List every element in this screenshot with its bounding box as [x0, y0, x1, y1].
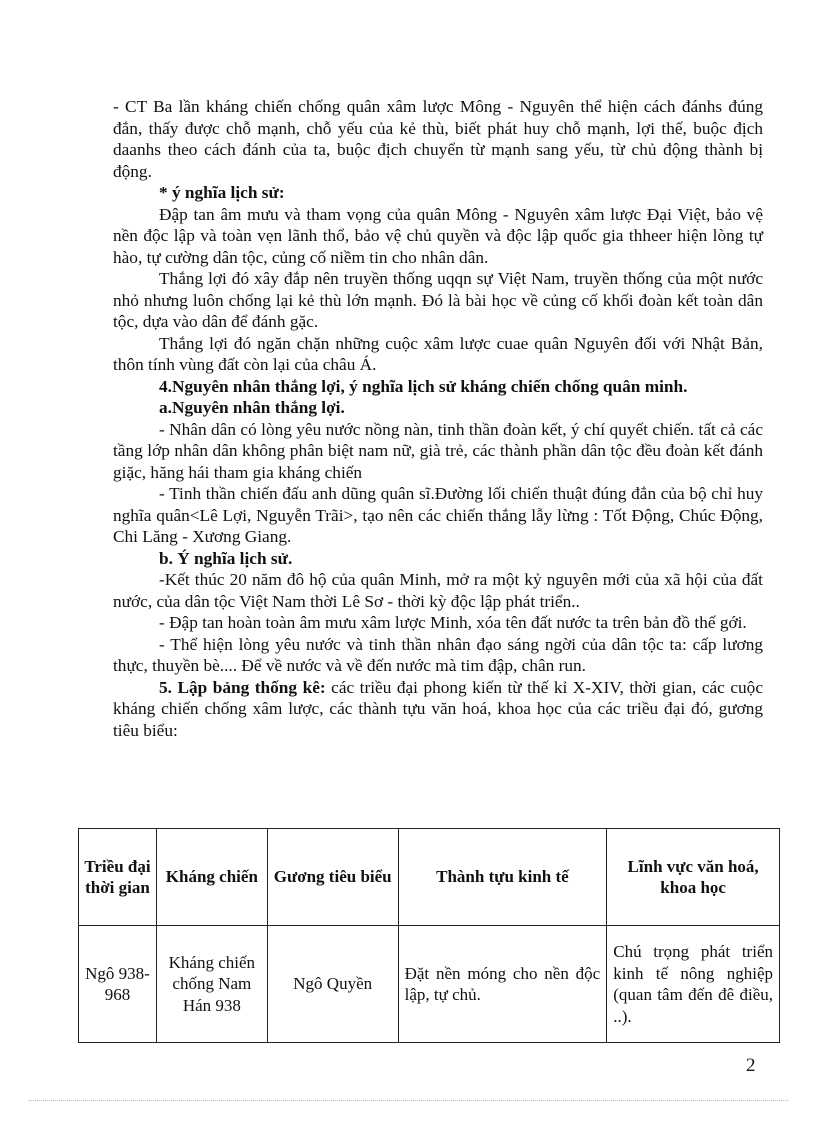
paragraph-8: - Nhân dân có lòng yêu nước nồng nàn, tinh thần đoàn kết, ý chí quyết chiến. tất cả các tầng lớp nhân dân không phân biệt nam nữ, già trẻ, các thành phần dân tộc đều đoàn kết đánh giặc, hăng hái tham gia kháng chiến	[113, 419, 763, 482]
cell-khang-chien: Kháng chiến chống Nam Hán 938	[156, 926, 267, 1043]
paragraph-3: Đập tan âm mưu và tham vọng của quân Mông - Nguyên xâm lược Đại Việt, bảo vệ nền độc lập và toàn vẹn lãnh thổ, bảo vệ chủ quyền và độc lập quốc gia thheer hiện lòng tự hào, tự cường dân tộc, củng cố niềm tin cho nhân dân.	[113, 204, 763, 267]
table-intro	[113, 677, 763, 742]
paragraph-4: Thắng lợi đó xây đắp nên truyền thống uqqn sự Việt Nam, truyền thống của một nước nhỏ nhưng luôn chống lại kẻ thù lớn mạnh. Đó là bài học về củng cố khối đoàn kết toàn dân tộc, dựa vào dân để đánh gặc.	[113, 269, 763, 331]
paragraph-1: - CT Ba lần kháng chiến chống quân xâm lược Mông - Nguyên thể hiện cách đánhs đúng đắn, thấy được chỗ mạnh, chỗ yếu của kẻ thù, biết phát huy chỗ mạnh, lợi thế, buộc địch daanhs theo cách đánh của ta, buộc địch chuyển từ mạnh sang yếu, từ chủ động thành bị động.	[113, 97, 763, 181]
header-guong-tieu-bieu: Gương tiêu biểu	[267, 829, 398, 926]
table-row	[79, 926, 780, 1043]
cell-linh-vuc: Chú trọng phát triển kinh tế nông nghiệp (quan tâm đến đê điều, ..).	[607, 926, 780, 1043]
paragraph-11: -Kết thúc 20 năm đô hộ của quân Minh, mở ra một kỷ nguyên mới của xã hội của đất nước, của dân tộc Việt Nam thời Lê Sơ - thời kỳ độc lập phát triển..	[113, 570, 763, 611]
heading-y-nghia: * ý nghĩa lịch sử:	[159, 183, 285, 202]
paragraph-13: - Thể hiện lòng yêu nước và tinh thần nhân đạo sáng ngời của dân tộc ta: cấp lương thực, thuyền bè.... Để về nước và về đến nước mà tim đập, chân run.	[113, 634, 763, 675]
table-header-row	[79, 829, 780, 926]
heading-section-4: 4.Nguyên nhân thắng lợi, ý nghĩa lịch sử kháng chiến chống quân minh.	[159, 376, 688, 396]
header-thanh-tuu: Thành tựu kinh tế	[398, 829, 607, 926]
page-number: 2	[746, 1055, 756, 1076]
heading-b: b. Ý nghĩa lịch sử.	[159, 548, 293, 568]
document-body	[113, 96, 763, 741]
cell-trieu-dai: Ngô 938-968	[79, 926, 157, 1043]
table-intro-rest: các triều đại phong kiến từ thế kỉ X-XIV, thời gian, các cuộc kháng chiến chống xâm lược, các thành tựu văn hoá, khoa học của các triều đại đó, gương tiêu biểu:	[113, 677, 763, 740]
heading-a: a.Nguyên nhân thắng lợi.	[159, 398, 345, 417]
header-trieu-dai: Triều đại thời gian	[79, 829, 157, 926]
header-khang-chien: Kháng chiến	[156, 829, 267, 926]
paragraph-9: - Tinh thần chiến đấu anh dũng quân sĩ.Đường lối chiến thuật đúng đắn của bộ chỉ huy nghĩa quân<Lê Lợi, Nguyễn Trãi>, tạo nên các chiến thắng lẫy lừng : Tốt Động, Chúc Động, Chi Lăng - Xương Giang.	[113, 484, 763, 546]
table-intro-bold: 5. Lập bảng thống kê:	[159, 677, 326, 697]
cell-guong-tieu-bieu: Ngô Quyền	[267, 926, 398, 1043]
paragraph-12: - Đập tan hoàn toàn âm mưu xâm lược Minh, xóa tên đất nước ta trên bản đồ thế gới.	[159, 613, 747, 632]
paragraph-5: Thắng lợi đó ngăn chặn những cuộc xâm lược cuae quân Nguyên đối với Nhật Bản, thôn tính vùng đất còn lại của châu Á.	[113, 333, 763, 374]
cell-thanh-tuu: Đặt nền móng cho nền độc lập, tự chủ.	[398, 926, 607, 1043]
statistics-table	[78, 828, 780, 1043]
header-linh-vuc: Lĩnh vực văn hoá, khoa học	[607, 829, 780, 926]
page-divider	[28, 1100, 788, 1101]
